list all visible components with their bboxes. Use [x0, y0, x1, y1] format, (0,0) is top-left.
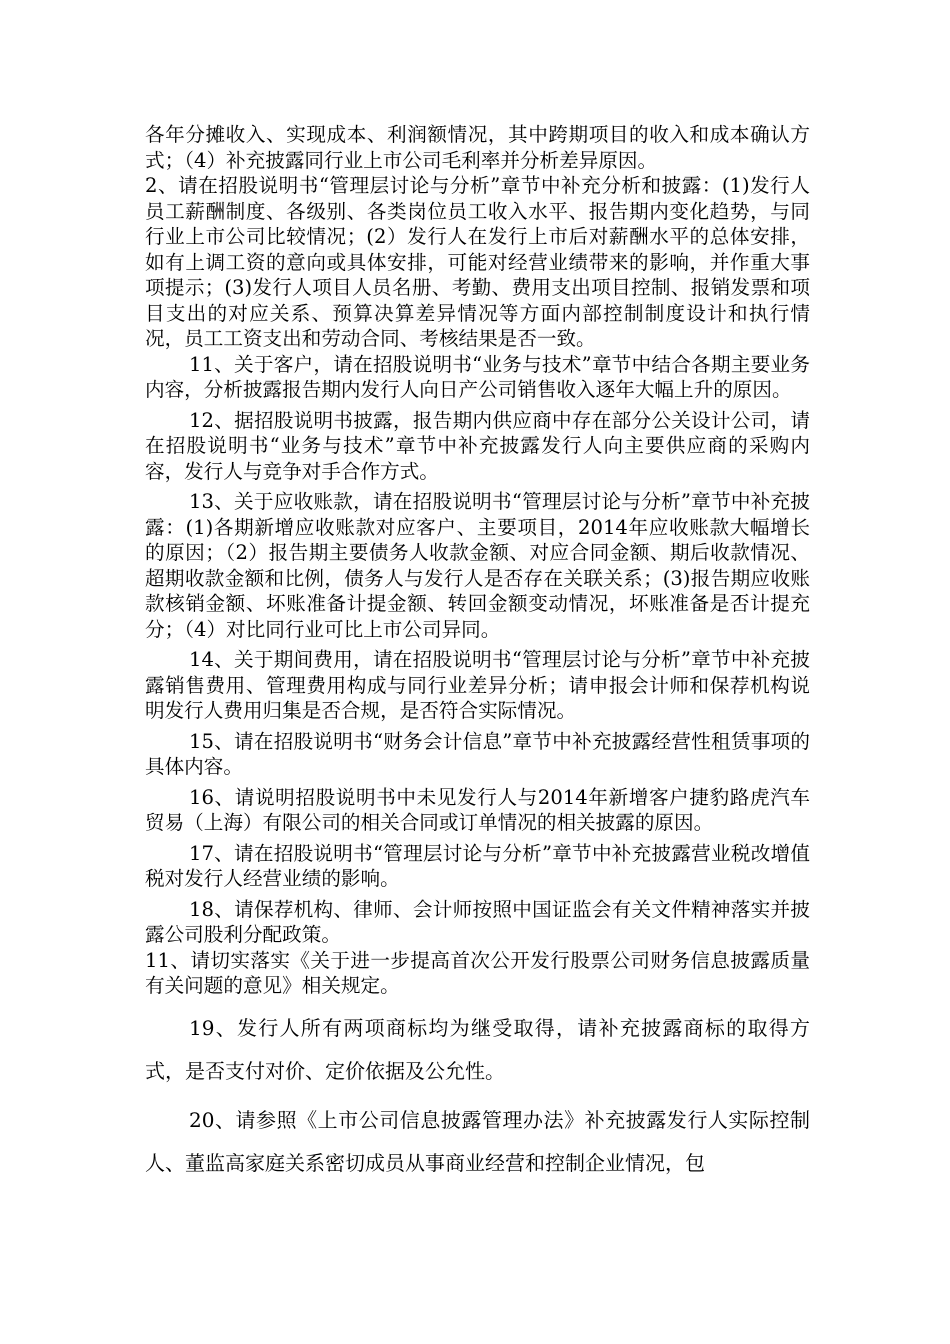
paragraph-item-14-expenses: 14、关于期间费用，请在招股说明书“管理层讨论与分析”章节中补充披露销售费用、管理费用构成与同行业差异分析；请申报会计师和保荐机构说明发行人费用归集是否合规，是否符合实际情况。	[145, 648, 810, 722]
paragraph-continuation: 各年分摊收入、实现成本、利润额情况，其中跨期项目的收入和成本确认方式；（4）补充披露同行业上市公司毛利率并分析差异原因。	[145, 123, 810, 172]
paragraph-item-11-customers: 11、关于客户，请在招股说明书“业务与技术”章节中结合各期主要业务内容，分析披露报告期内发行人向日产公司销售收入逐年大幅上升的原因。	[145, 352, 810, 401]
paragraph-item-17-vat: 17、请在招股说明书“管理层讨论与分析”章节中补充披露营业税改增值税对发行人经营业绩的影响。	[145, 841, 810, 890]
paragraph-item-19-trademarks: 19、发行人所有两项商标均为继受取得，请补充披露商标的取得方式，是否支付对价、定价依据及公允性。	[145, 1015, 810, 1083]
paragraph-item-13-receivables: 13、关于应收账款，请在招股说明书“管理层讨论与分析”章节中补充披露：(1)各期新增应收账款对应客户、主要项目，2014年应收账款大幅增长的原因；（2）报告期主要债务人收款金额、对应合同金额、期后收款情况、超期收款金额和比例，债务人与发行人是否存在关联关系；(3)报告期应收账款核销金额、坏账准备计提金额、转回金额变动情况，坏账准备是否计提充分；（4）对比同行业可比上市公司异同。	[145, 490, 810, 641]
paragraph-item-11-disclosure: 11、请切实落实《关于进一步提高首次公开发行股票公司财务信息披露质量有关问题的意见》相关规定。	[145, 948, 810, 997]
paragraph-item-20-related-parties: 20、请参照《上市公司信息披露管理办法》补充披露发行人实际控制人、董监高家庭关系密切成员从事商业经营和控制企业情况，包	[145, 1107, 810, 1175]
paragraph-item-2: 2、请在招股说明书“管理层讨论与分析”章节中补充分析和披露：(1)发行人员工薪酬制度、各级别、各类岗位员工收入水平、报告期内变化趋势，与同行业上市公司比较情况；(2）发行人在发行上市后对薪酬水平的总体安排，如有上调工资的意向或具体安排，可能对经营业绩带来的影响，并作重大事项提示；(3)发行人项目人员名册、考勤、费用支出项目控制、报销发票和项目支出的对应关系、预算决算差异情况等方面内部控制制度设计和执行情况，员工工资支出和劳动合同、考核结果是否一致。	[145, 174, 810, 350]
paragraph-item-15-leases: 15、请在招股说明书“财务会计信息”章节中补充披露经营性租赁事项的具体内容。	[145, 729, 810, 778]
document-body	[145, 122, 810, 1185]
paragraph-item-12-suppliers: 12、据招股说明书披露，报告期内供应商中存在部分公关设计公司，请在招股说明书“业务与技术”章节中补充披露发行人向主要供应商的采购内容，发行人与竞争对手合作方式。	[145, 408, 810, 483]
paragraph-item-18-dividends: 18、请保荐机构、律师、会计师按照中国证监会有关文件精神落实并披露公司股利分配政策。	[145, 897, 810, 946]
paragraph-item-16-contracts: 16、请说明招股说明书中未见发行人与2014年新增客户捷豹路虎汽车贸易（上海）有限公司的相关合同或订单情况的相关披露的原因。	[145, 785, 810, 834]
